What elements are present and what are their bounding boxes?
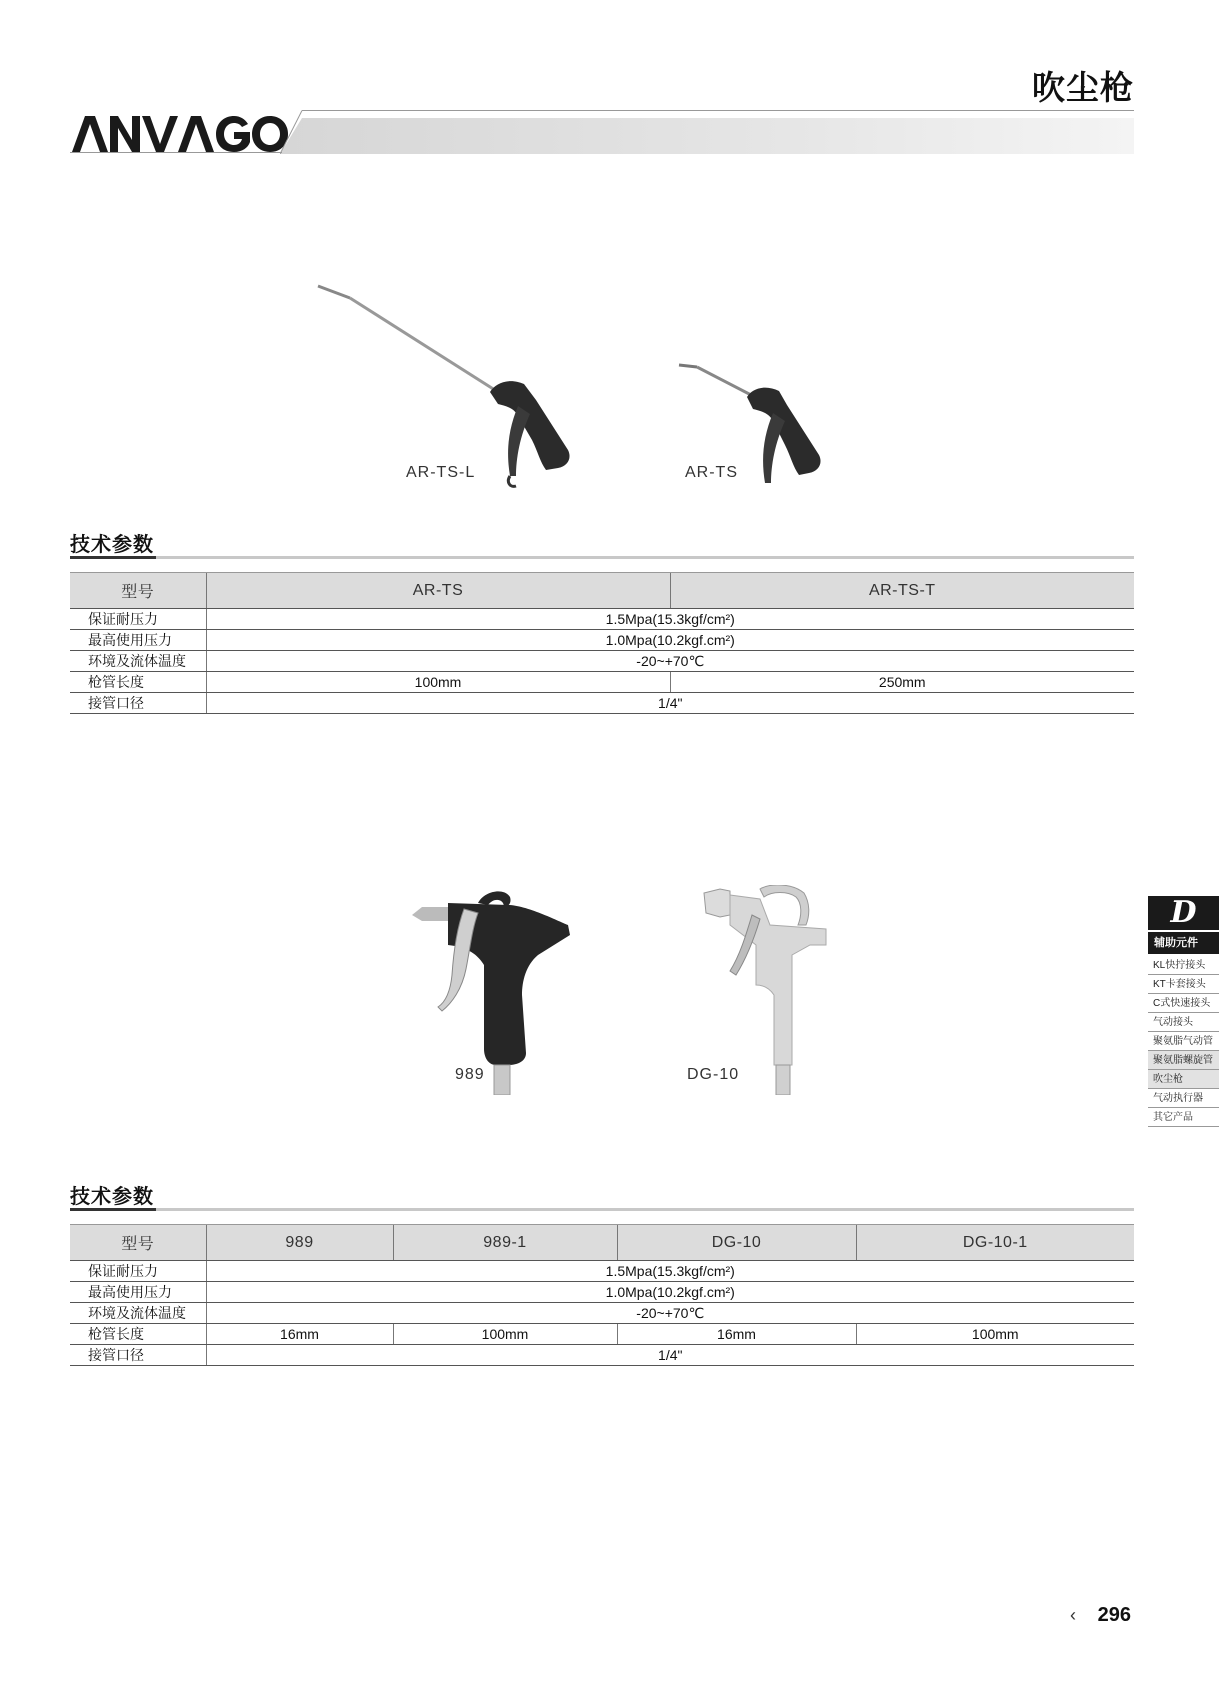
row-value: 16mm (206, 1324, 393, 1345)
brand-text (70, 110, 71, 111)
side-index-item-current[interactable]: 吹尘枪 (1148, 1070, 1219, 1089)
product-image-989 (408, 885, 578, 1095)
section-heading: 技术参数 (70, 1184, 154, 1208)
side-index-item[interactable]: C式快速接头 (1148, 994, 1219, 1013)
side-index-item[interactable]: KT卡套接头 (1148, 975, 1219, 994)
table-header-model: AR-TS (206, 573, 670, 609)
row-value: 250mm (670, 672, 1134, 693)
side-index-item[interactable]: 气动接头 (1148, 1013, 1219, 1032)
table-row (70, 1303, 1134, 1324)
table-row (70, 630, 1134, 651)
row-value: 1.5Mpa(15.3kgf/cm²) (206, 1261, 1134, 1282)
row-label: 最高使用压力 (70, 1282, 206, 1303)
page-number: 296 (1097, 1604, 1131, 1626)
table-header-label: 型号 (70, 1225, 206, 1261)
side-index-item[interactable]: 其它产品 (1148, 1108, 1219, 1127)
row-label: 枪管长度 (70, 672, 206, 693)
table-row (70, 651, 1134, 672)
table-row (70, 1261, 1134, 1282)
product-caption: 989 (455, 1066, 485, 1083)
spec-table (70, 1224, 1134, 1366)
row-label: 环境及流体温度 (70, 651, 206, 672)
row-value: 1.0Mpa(10.2kgf.cm²) (206, 1282, 1134, 1303)
product-caption: AR-TS (685, 464, 738, 481)
section-underline (70, 556, 156, 559)
row-value: 100mm (393, 1324, 617, 1345)
row-value: 100mm (206, 672, 670, 693)
side-index-item[interactable]: 聚氨脂气动管 (1148, 1032, 1219, 1051)
section-rule (70, 556, 1134, 559)
side-index-letter[interactable]: D (1148, 896, 1219, 930)
row-value: 100mm (856, 1324, 1134, 1345)
table-header-row (70, 573, 1134, 609)
section-rule (70, 1208, 1134, 1211)
row-label: 接管口径 (70, 1345, 206, 1366)
row-value: -20~+70℃ (206, 651, 1134, 672)
table-row (70, 1345, 1134, 1366)
row-value: 16mm (617, 1324, 856, 1345)
table-row (70, 609, 1134, 630)
table-row (70, 693, 1134, 714)
table-header-model: 989-1 (393, 1225, 617, 1261)
product-image-dg-10 (700, 885, 840, 1095)
side-index-item[interactable]: KL快拧接头 (1148, 956, 1219, 975)
product-caption: DG-10 (687, 1066, 740, 1083)
row-value: 1/4" (206, 693, 1134, 714)
row-label: 保证耐压力 (70, 1261, 206, 1282)
row-label: 环境及流体温度 (70, 1303, 206, 1324)
table-row (70, 1324, 1134, 1345)
product-image-ar-ts-l (310, 280, 585, 490)
page-title: 吹尘枪 (1032, 68, 1134, 107)
table-header-model: AR-TS-T (670, 573, 1134, 609)
side-index-item[interactable]: 气动执行器 (1148, 1089, 1219, 1108)
table-header-row (70, 1225, 1134, 1261)
side-index-item[interactable]: 聚氨脂螺旋管 (1148, 1051, 1219, 1070)
row-value: -20~+70℃ (206, 1303, 1134, 1324)
product-caption: AR-TS-L (406, 464, 476, 481)
row-label: 接管口径 (70, 693, 206, 714)
section-underline (70, 1208, 156, 1211)
brand-logo (70, 110, 290, 154)
row-value: 1/4" (206, 1345, 1134, 1366)
table-header-model: DG-10-1 (856, 1225, 1134, 1261)
row-label: 保证耐压力 (70, 609, 206, 630)
side-index-category[interactable]: 辅助元件 (1148, 932, 1219, 954)
table-header-label: 型号 (70, 573, 206, 609)
row-value: 1.0Mpa(10.2kgf.cm²) (206, 630, 1134, 651)
row-label: 枪管长度 (70, 1324, 206, 1345)
section-heading: 技术参数 (70, 532, 154, 556)
header-gradient-band (280, 110, 1134, 154)
spec-table (70, 572, 1134, 714)
table-header-model: DG-10 (617, 1225, 856, 1261)
prev-page-arrow-icon[interactable]: ‹ (1070, 1605, 1076, 1625)
side-index-list (1148, 956, 1219, 1127)
table-row (70, 672, 1134, 693)
table-header-model: 989 (206, 1225, 393, 1261)
header-rule (70, 152, 282, 153)
row-value: 1.5Mpa(15.3kgf/cm²) (206, 609, 1134, 630)
table-row (70, 1282, 1134, 1303)
row-label: 最高使用压力 (70, 630, 206, 651)
